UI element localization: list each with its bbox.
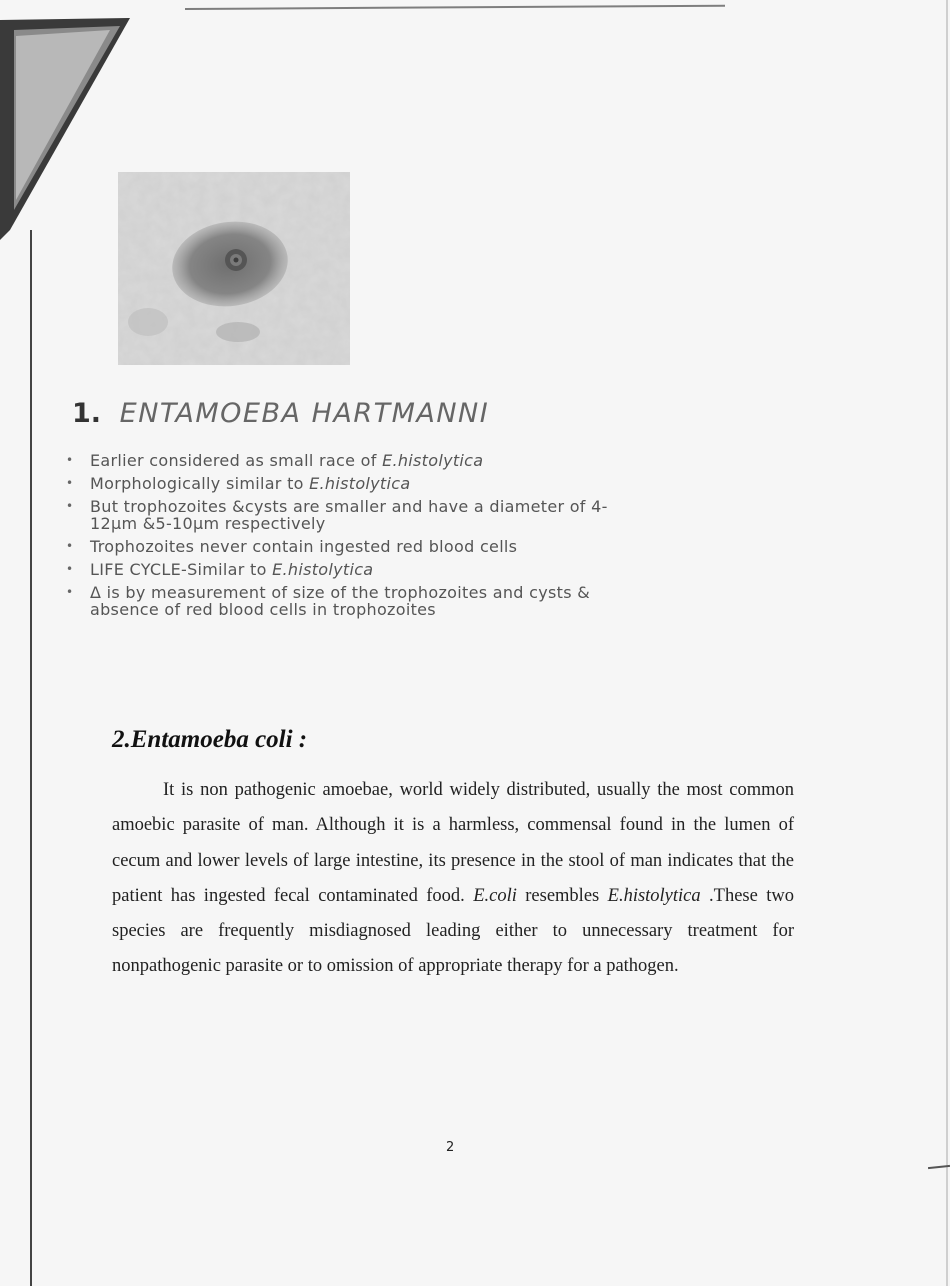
scan-edge-left [30,230,32,1286]
section1-number: 1. [72,398,102,429]
bullet-icon: • [66,585,74,599]
bullet-item: • Morphologically similar to E.histolytica [66,474,411,493]
bullet-icon: • [66,539,74,553]
cyst-micrograph-image [118,172,350,365]
section1-bullet-list [62,452,622,624]
section1-title: ENTAMOEBA HARTMANNI [119,398,490,429]
bullet-icon: • [66,499,74,513]
scan-edge-top [185,5,725,10]
bullet-item: • Earlier considered as small race of E.histolytica [66,451,484,470]
bullet-icon: • [66,476,74,490]
bullet-item: • Δ is by measurement of size of the trophozoites and cysts & absence of red blood cells in trophozoites [66,583,590,619]
bullet-icon: • [66,453,74,467]
section2-body-paragraph: It is non pathogenic amoebae, world widely distributed, usually the most common amoebic parasite of man. Although it is a harmless, commensal found in the lumen of cecum and lower levels of large intestine, its presence in the stool of man indicates that the patient has ingested fecal contaminated food. E.coli resembles E.histolytica .These two species are frequently misdiagnosed leading either to unnecessary treatment for nonpathogenic parasite or to omission of appropriate therapy for a pathogen. [112,780,794,977]
scan-edge-right [946,0,948,1286]
page-number: 2 [446,1140,455,1155]
bullet-item: • But trophozoites &cysts are smaller and have a diameter of 4-12µm &5-10µm respectively [66,497,608,533]
bullet-icon: • [66,562,74,576]
section2-heading: 2.Entamoeba coli : [112,726,308,753]
bullet-item: • Trophozoites never contain ingested red blood cells [66,537,518,556]
section1-heading [72,398,489,429]
bullet-item: • LIFE CYCLE-Similar to E.histolytica [66,560,374,579]
